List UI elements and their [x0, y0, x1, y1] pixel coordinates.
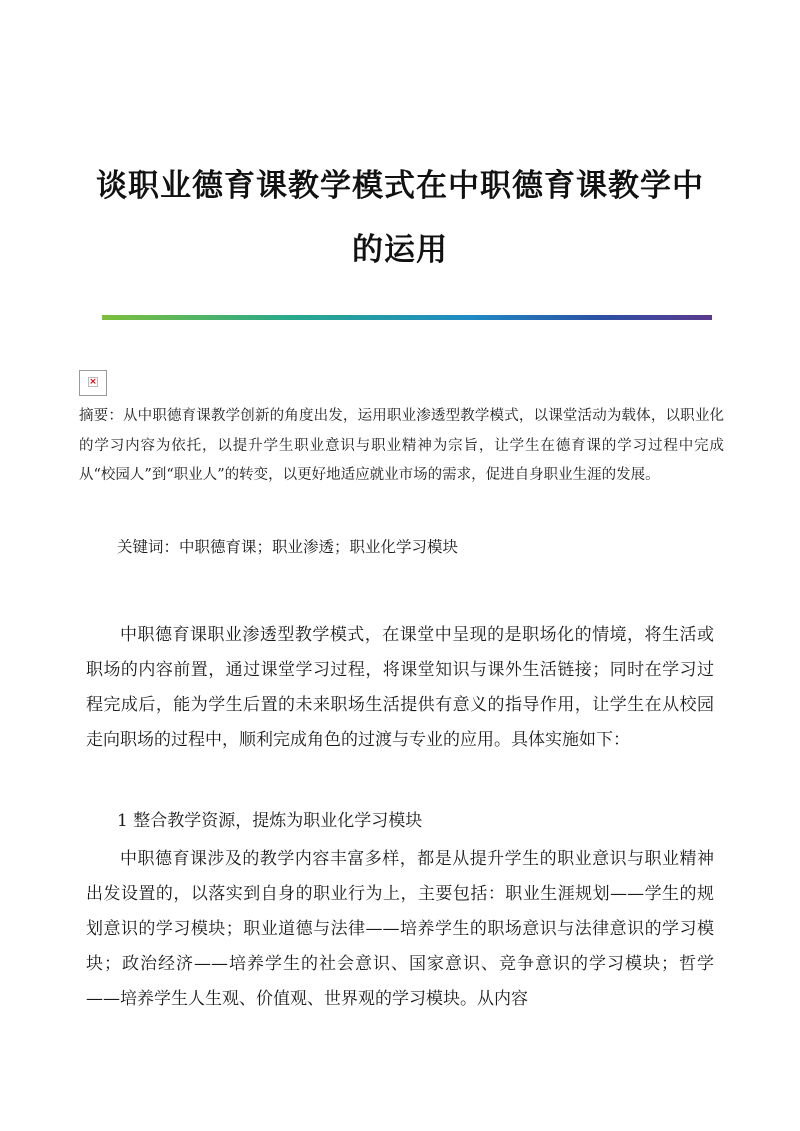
body-paragraph-2: 中职德育课涉及的教学内容丰富多样，都是从提升学生的职业意识与职业精神出发设置的，以落实到自身的职业行为上，主要包括：职业生涯规划——学生的规划意识的学习模块；职业道德与法律——培养学生的职场意识与法律意识的学习模块；政治经济——培养学生的社会意识、国家意识、竞争意识的学习模块；哲学——培养学生人生观、价值观、世界观的学习模块。从内容: [86, 849, 714, 1009]
document-title-line-1: 谈职业德育课教学模式在中职德育课教学中: [96, 168, 704, 204]
document-title-line-2: 的运用: [352, 232, 448, 268]
body-paragraph-1: 中职德育课职业渗透型教学模式，在课堂中呈现的是职场化的情境，将生活或职场的内容前置，通过课堂学习过程，将课堂知识与课外生活链接；同时在学习过程完成后，能为学生后置的未来职场生活提供有意义的指导作用，让学生在从校园走向职场的过程中，顺利完成角色的过渡与专业的应用。具体实施如下：: [86, 625, 714, 750]
broken-image-icon: [79, 370, 107, 396]
close-icon: ×: [89, 377, 97, 387]
title-divider: [102, 315, 712, 320]
abstract: 摘要：从中职德育课教学创新的角度出发，运用职业渗透型教学模式，以课堂活动为载体，以职业化的学习内容为依托，以提升学生职业意识与职业精神为宗旨，让学生在德育课的学习过程中完成从“校园人”到“职业人”的转变，以更好地适应就业市场的需求，促进自身职业生涯的发展。: [79, 408, 724, 483]
section-heading-1: 1 整合教学资源，提炼为职业化学习模块: [117, 811, 423, 831]
keywords: 关键词：中职德育课；职业渗透；职业化学习模块: [117, 538, 459, 556]
